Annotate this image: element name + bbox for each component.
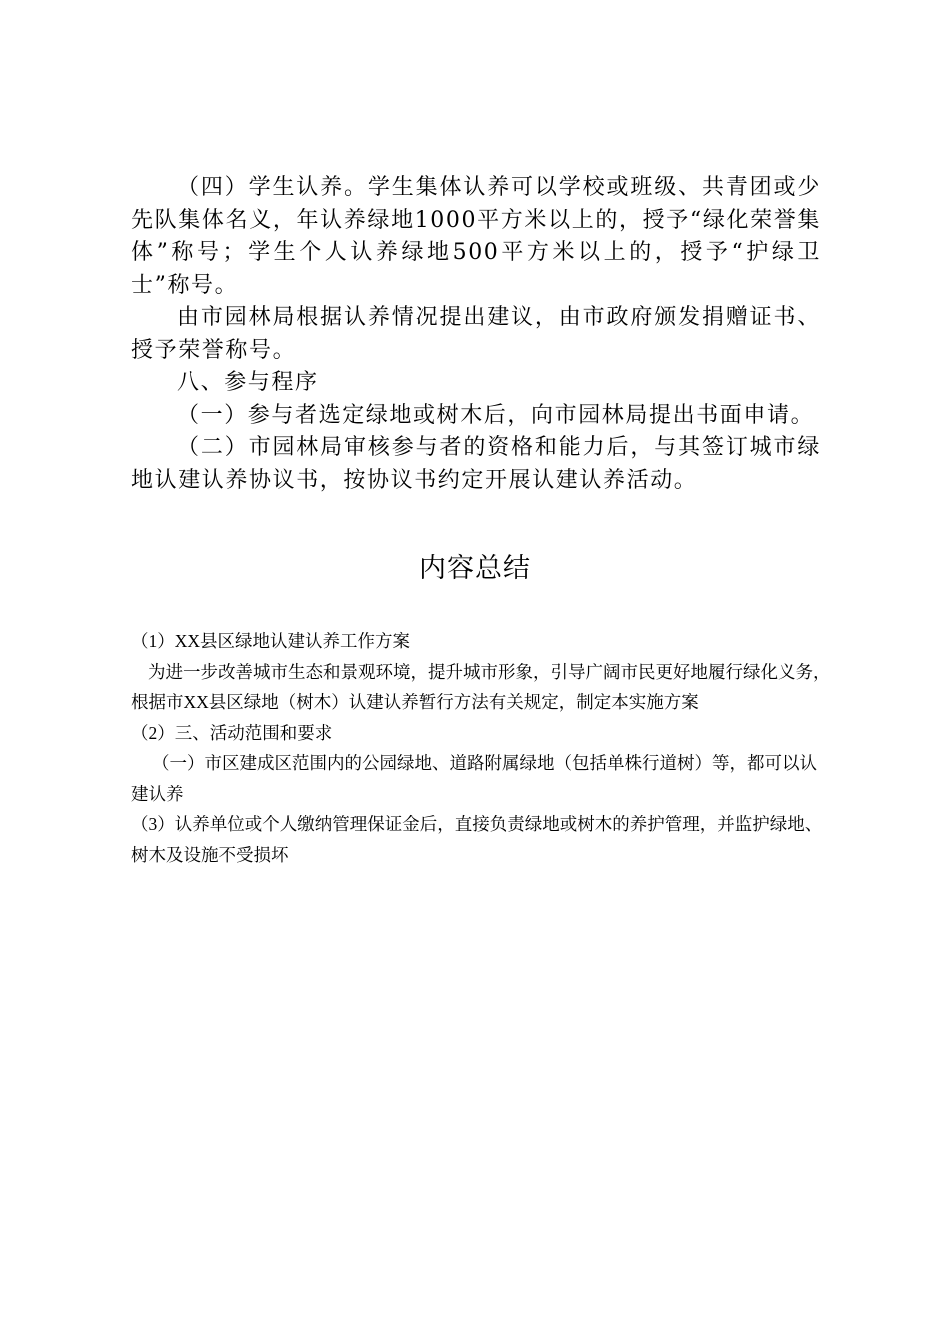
summary-item-2-heading: （2）三、活动范围和要求 — [131, 722, 333, 743]
summary-body — [131, 626, 831, 870]
document-body — [131, 172, 821, 497]
section-heading-procedure: 八、参与程序 — [177, 370, 319, 395]
paragraph-procedure-step-2: （二）市园林局审核参与者的资格和能力后，与其签订城市绿地认建认养协议书，按协议书约定开展认建认养活动。 — [131, 435, 821, 493]
paragraph-student-adoption: （四）学生认养。学生集体认养可以学校或班级、共青团或少先队集体名义，年认养绿地1000平方米以上的，授予“绿化荣誉集体”称号；学生个人认养绿地500平方米以上的，授予“护绿卫士”称号。 — [131, 175, 821, 298]
summary-item-3-text: （3）认养单位或个人缴纳管理保证金后，直接负责绿地或树木的养护管理，并监护绿地、树木及设施不受损坏 — [131, 814, 823, 865]
paragraph-procedure-step-1: （一）参与者选定绿地或树木后，向市园林局提出书面申请。 — [177, 402, 815, 428]
summary-item-1-heading: （1）XX县区绿地认建认养工作方案 — [131, 631, 411, 651]
summary-item-1-text: 为进一步改善城市生态和景观环境，提升城市形象，引导广阔市民更好地履行绿化义务，根据市XX县区绿地（树木）认建认养暂行方法有关规定，制定本实施方案 — [131, 661, 831, 712]
paragraph-certificate: 由市园林局根据认养情况提出建议，由市政府颁发捐赠证书、授予荣誉称号。 — [131, 305, 821, 363]
summary-title: 内容总结 — [419, 553, 531, 584]
summary-item-2-text: （一）市区建成区范围内的公园绿地、道路附属绿地（包括单株行道树）等，都可以认建认养 — [131, 753, 817, 804]
